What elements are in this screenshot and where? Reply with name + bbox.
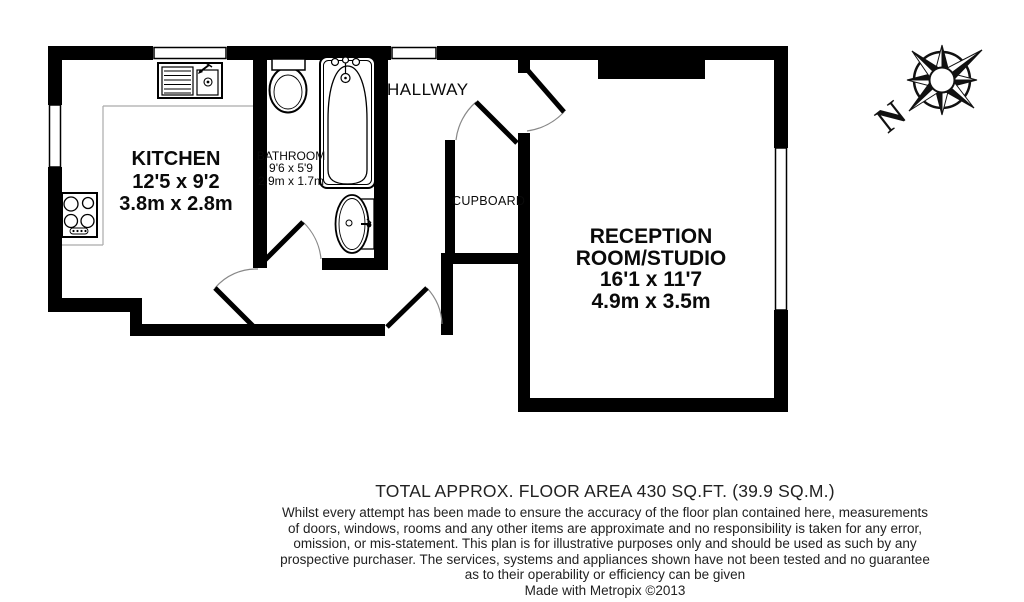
disclaimer-line: as to their operability or efficiency can be given (464, 567, 746, 583)
hob-icon (62, 193, 97, 237)
toilet-icon (270, 59, 307, 113)
bath-icon (320, 57, 375, 188)
wall-entry-stub (441, 263, 453, 335)
kitchen-room-label (119, 148, 232, 216)
wall-bathroom-bottom (322, 258, 388, 270)
wall-chimney-bump (598, 60, 705, 79)
reception-room-label (576, 226, 727, 312)
reception-door-leaf (524, 66, 564, 112)
kitchen-door-leaf (215, 288, 253, 326)
wall-top-reception (437, 46, 788, 60)
wall-left-lower (48, 167, 62, 312)
reception-name-line1: RECEPTION (589, 225, 713, 248)
wall-kitchen-step-h (48, 298, 142, 312)
entrance-door-arc (427, 288, 442, 324)
metropix-credit: Made with Metropix ©2013 (524, 582, 686, 598)
entrance-door-leaf (387, 288, 427, 327)
cupboard-door-leaf (476, 102, 517, 143)
window-reception-right (776, 148, 787, 310)
window-kitchen-left (50, 105, 61, 167)
compass-north-label: N (868, 92, 914, 141)
wall-bottom-long (130, 324, 385, 336)
bathroom-dims-imperial: 9'6 x 5'9 (269, 161, 313, 176)
kitchen-name: KITCHEN (131, 148, 221, 170)
window-kitchen-top (154, 48, 226, 59)
total-area-text: TOTAL APPROX. FLOOR AREA 430 SQ.FT. (39.9 SQ.M.) (375, 481, 835, 501)
wall-cupboard-bottom (441, 253, 530, 264)
wall-left-upper (48, 60, 62, 105)
reception-name-line2: ROOM/STUDIO (575, 246, 727, 270)
bathroom-door-leaf (261, 222, 303, 264)
disclaimer-line: prospective purchaser. The services, systems and appliances shown have not been tested and no guarantee (280, 551, 930, 567)
disclaimer-line: omission, or mis-statement. This plan is for illustrative purposes only and should be used as such by any (293, 536, 917, 552)
wall-reception-bottom (518, 398, 788, 412)
bathroom-dims-metric: 2.9m x 1.7m (257, 173, 325, 188)
kitchen-door-arc (215, 269, 258, 288)
bathroom-room-label (257, 150, 325, 187)
wall-top-kitchen-left (48, 46, 153, 60)
compass-rose-icon (868, 45, 982, 140)
disclaimer-line: of doors, windows, rooms and any other items are approximate and no responsibility is taken for any error, (287, 520, 923, 536)
wash-basin-icon (336, 195, 375, 253)
wall-kitchen-step-v (130, 312, 142, 326)
hallway-room-label: HALLWAY (387, 80, 469, 99)
wall-bathroom-hallway-divider (374, 60, 388, 270)
wall-reception-right-upper (774, 60, 788, 148)
kitchen-dims-imperial: 12'5 x 9'2 (132, 170, 220, 193)
cupboard-room-label: CUPBOARD (452, 194, 526, 208)
bathroom-name: BATHROOM (256, 149, 326, 163)
kitchen-dims-metric: 3.8m x 2.8m (119, 193, 233, 215)
reception-door-arc (527, 112, 564, 131)
window-hallway-top (392, 48, 436, 59)
bathroom-door-arc (303, 222, 321, 259)
wall-reception-right-lower (774, 310, 788, 412)
wall-reception-left (518, 133, 530, 412)
cupboard-door-arc (456, 102, 476, 140)
footer-text-block (255, 481, 955, 599)
sink-unit-icon (158, 63, 222, 98)
reception-dims-imperial: 16'1 x 11'7 (599, 268, 703, 291)
reception-dims-metric: 4.9m x 3.5m (591, 289, 711, 313)
disclaimer-line: Whilst every attempt has been made to ensure the accuracy of the floor plan contained here, measurements (281, 505, 929, 520)
